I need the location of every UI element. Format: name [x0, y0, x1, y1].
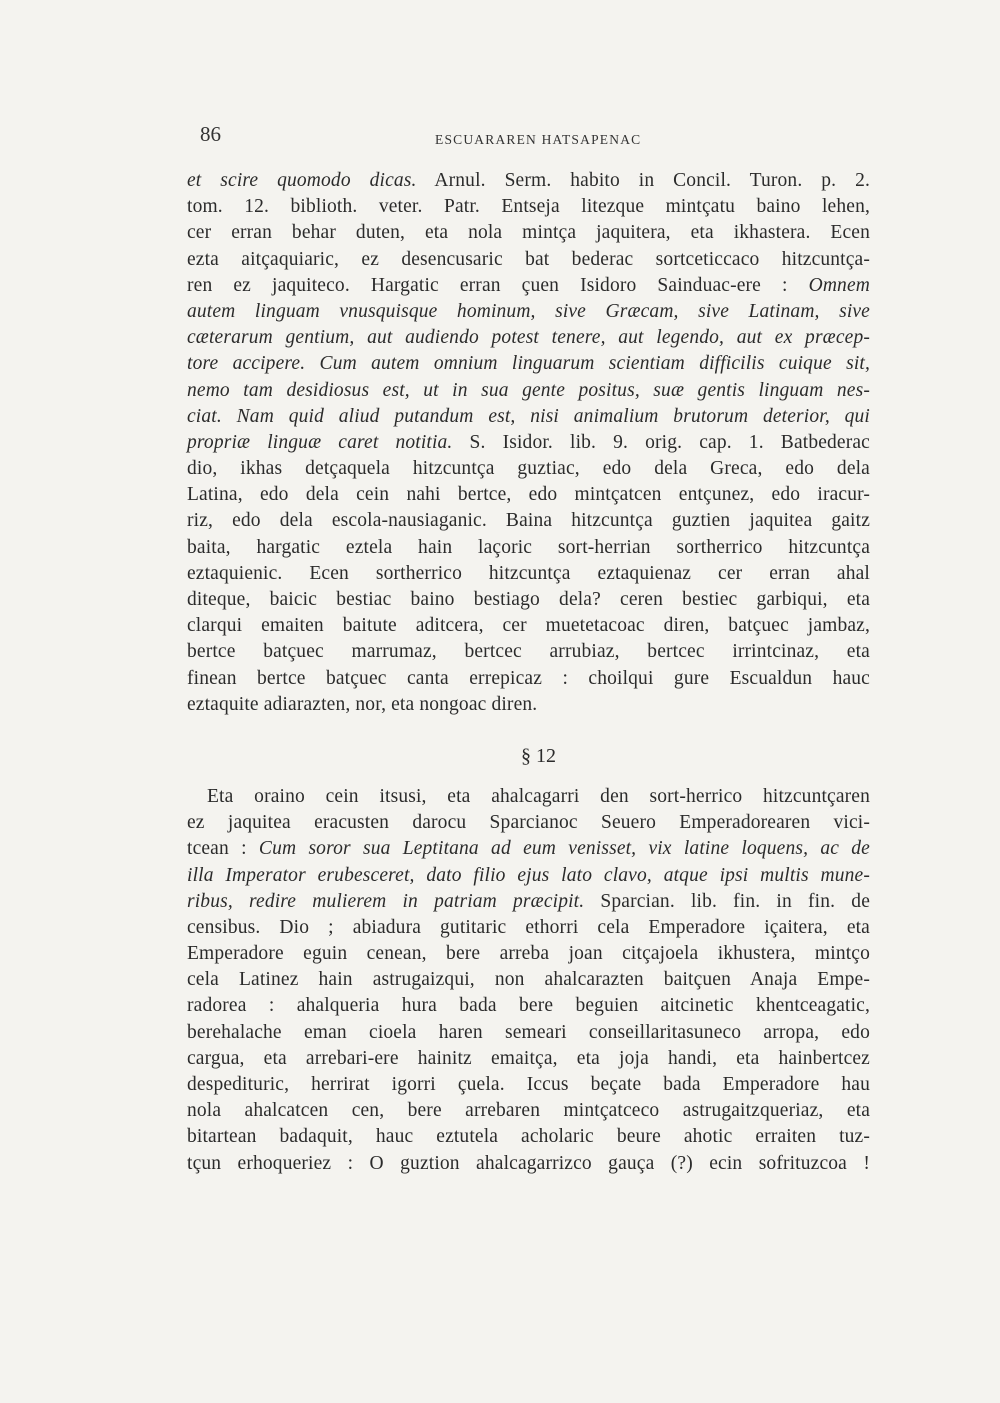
text-line — [187, 587, 870, 613]
text-line — [187, 613, 870, 639]
text-run: cela Latinez hain astrugaizqui, non ahalcarazten baitçuen Anaja Empe- — [187, 969, 870, 991]
text-line — [187, 941, 870, 967]
text-line — [187, 967, 870, 993]
text-line — [187, 810, 870, 836]
text-run: Latina, edo dela cein nahi bertce, edo mintçatcen entçunez, edo iracur- — [187, 484, 870, 506]
text-line — [187, 836, 870, 862]
text-run: bertce batçuec marrumaz, bertcec arrubiaz, bertcec irrintcinaz, eta — [187, 641, 870, 663]
text-run: bitartean badaquit, hauc eztutela acholaric beure ahotic erraiten tuz- — [187, 1126, 870, 1148]
text-run: berehalache eman cioela haren semeari conseillaritasuneco arropa, edo — [187, 1021, 870, 1043]
text-line — [187, 404, 870, 430]
text-run: baita, hargatic eztela hain laçoric sort-herrian sortherrico hitzcuntça — [187, 536, 870, 558]
text-run: censibus. Dio ; abiadura gutitaric ethorri cela Emperadore içaitera, eta — [187, 916, 870, 938]
italic-text: ciat. Nam quid aliud putandum est, nisi animalium brutorum deterior, qui — [187, 405, 870, 427]
text-line — [187, 194, 870, 220]
italic-text: propriæ linguæ caret notitia. — [187, 431, 453, 453]
text-line — [187, 915, 870, 941]
text-line — [187, 889, 870, 915]
text-line — [187, 378, 870, 404]
text-run: Sparcian. lib. fin. in fin. de — [584, 890, 870, 912]
text-line — [187, 993, 870, 1019]
text-line — [187, 456, 870, 482]
text-line — [187, 1046, 870, 1072]
text-line — [187, 247, 870, 273]
text-run: nola ahalcatcen cen, bere arrebaren mintçatceco astrugaitzqueriaz, eta — [187, 1100, 870, 1122]
italic-text: cæterarum gentium, aut audiendo potest tenere, aut legendo, aut ex præcep- — [187, 327, 870, 349]
text-line — [187, 430, 870, 456]
text-run: finean bertce batçuec canta errepicaz : choilqui gure Escualdun hauc — [187, 667, 870, 689]
text-run: tcean : — [187, 838, 259, 860]
text-run: eztaquienic. Ecen sortherrico hitzcuntça eztaquienaz cer erran ahal — [187, 562, 870, 584]
text-run: ren ez jaquiteco. Hargatic erran çuen Isidoro Sainduac-ere : — [187, 274, 809, 296]
text-run: Eta oraino cein itsusi, eta ahalcagarri den sort-herrico hitzcuntçaren — [207, 785, 870, 807]
paragraph-2 — [187, 784, 870, 1177]
text-line — [187, 863, 870, 889]
text-line — [187, 168, 870, 194]
paragraph-1 — [187, 168, 870, 718]
text-line — [187, 1124, 870, 1150]
italic-text: tore accipere. Cum autem omnium linguarum scientiam difficilis cuique sit, — [187, 353, 870, 375]
text-line — [187, 273, 870, 299]
text-line — [187, 561, 870, 587]
text-run: diteque, baicic bestiac baino bestiago dela? ceren bestiec garbiqui, eta — [187, 589, 870, 610]
running-title: ESCUARAREN HATSAPENAC — [435, 132, 642, 147]
running-head — [200, 122, 866, 152]
text-run: tçun erhoqueriez : O guztion ahalcagarrizco gauça (?) ecin sofrituzcoa ! — [187, 1152, 870, 1174]
italic-text: nemo tam desidiosus est, ut in sua gente positus, suæ gentis linguam nes- — [187, 379, 870, 401]
text-run: eztaquite adiarazten, nor, eta nongoac diren. — [187, 693, 538, 715]
text-line — [187, 220, 870, 246]
text-run: radorea : ahalqueria hura bada bere beguien aitcinetic khentceagatic, — [187, 995, 870, 1017]
text-run: dio, ikhas detçaquela hitzcuntça guztiac, edo dela Greca, edo dela — [187, 458, 870, 480]
section-heading: § 12 — [521, 744, 556, 767]
italic-text: Cum soror sua Leptitana ad eum venisset, vix latine loquens, ac de — [258, 838, 870, 860]
italic-text: illa Imperator erubesceret, dato filio ejus lato clavo, atque ipsi multis mune- — [187, 864, 870, 886]
text-run: tom. 12. biblioth. veter. Patr. Entseja litezque mintçatu baino lehen, — [187, 196, 870, 218]
text-run: cer erran behar duten, eta nola mintça jaquitera, eta ikhastera. Ecen — [187, 222, 870, 244]
text-run: Arnul. Serm. habito in Concil. Turon. p. 2. — [416, 170, 871, 191]
text-line — [187, 784, 870, 810]
italic-text: autem linguam vnusquisque hominum, sive Græcam, sive Latinam, sive — [187, 300, 870, 322]
page-number: 86 — [200, 122, 221, 146]
text-line — [187, 482, 870, 508]
text-run: clarqui emaiten baitute aditcera, cer muetetacoac diren, batçuec jambaz, — [187, 615, 870, 637]
text-line — [187, 1151, 870, 1177]
text-run: ez jaquitea eracusten darocu Sparcianoc Seuero Emperadorearen vici- — [187, 812, 870, 834]
italic-text: ribus, redire mulierem in patriam præcipit. — [187, 890, 585, 912]
text-run: ezta aitçaquiaric, ez desencusaric bat bederac sortceticcaco hitzcuntça- — [187, 248, 870, 270]
text-run: riz, edo dela escola-nausiaganic. Baina hitzcuntça guztien jaquitea gaitz — [187, 510, 870, 532]
text-line — [187, 535, 870, 561]
text-run: despedituric, herrirat igorri çuela. Iccus beçate bada Emperadore hau — [187, 1074, 870, 1095]
text-line — [187, 692, 870, 718]
text-line — [187, 325, 870, 351]
italic-text: Omnem — [808, 274, 870, 296]
text-run: S. Isidor. lib. 9. orig. cap. 1. Batbederac — [452, 431, 870, 453]
text-line — [187, 666, 870, 692]
italic-text: et scire quomodo dicas. — [187, 170, 417, 191]
text-line — [187, 639, 870, 665]
text-line — [187, 351, 870, 377]
text-run: Emperadore eguin cenean, bere arreba joan citçajoela ikhustera, mintço — [187, 943, 870, 965]
text-line — [187, 1072, 870, 1098]
text-line — [187, 1020, 870, 1046]
text-line — [187, 1098, 870, 1124]
text-line — [187, 299, 870, 325]
body-text — [187, 168, 870, 1177]
text-run: cargua, eta arrebari-ere hainitz emaitça, eta joja handi, eta hainbertcez — [187, 1047, 870, 1069]
text-line — [187, 508, 870, 534]
